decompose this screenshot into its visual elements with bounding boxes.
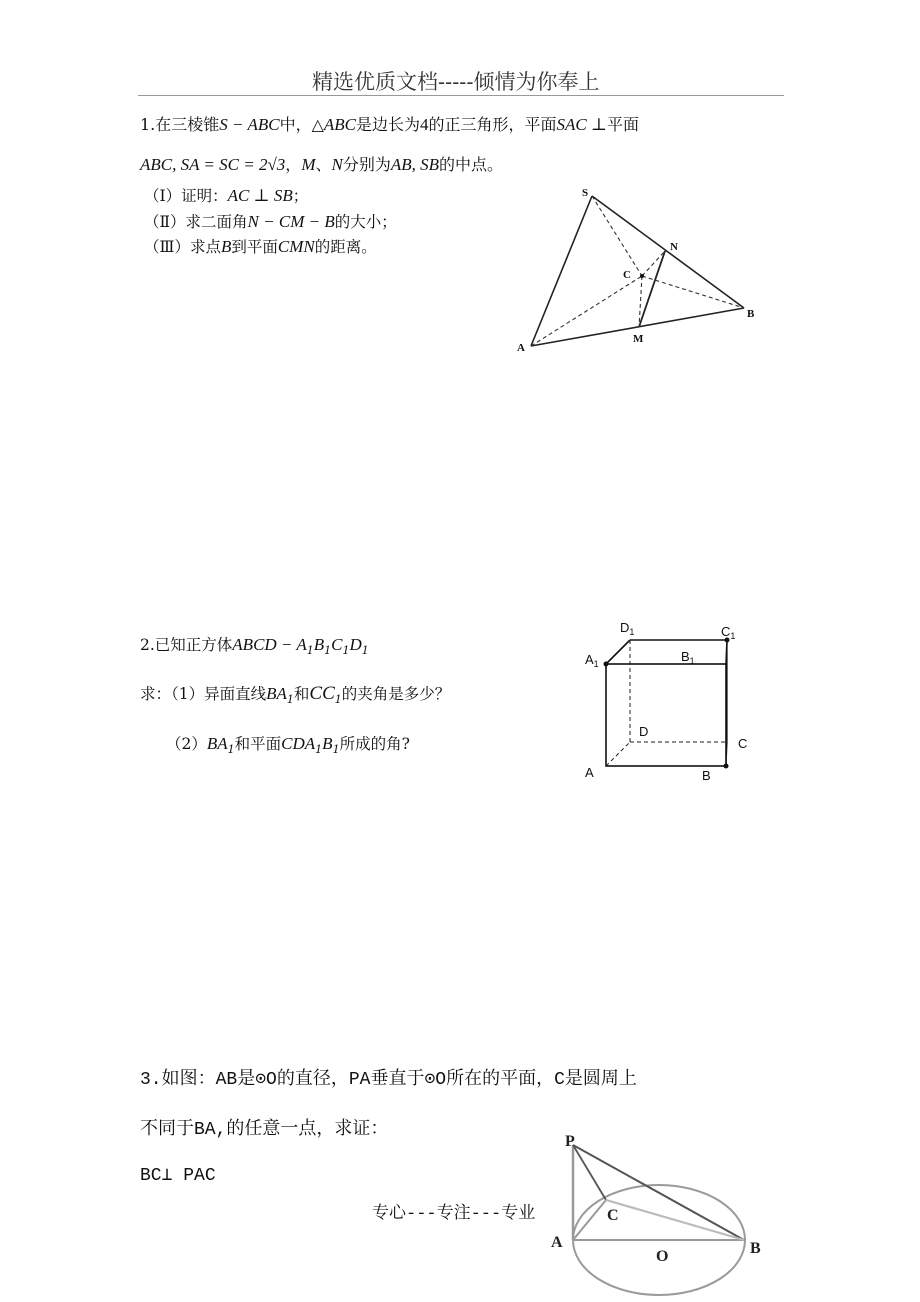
edge-AD [606,742,630,766]
problem2-q2 [166,732,410,756]
problem1-part3 [144,235,377,257]
label-A1: $A_1$ [585,652,599,669]
p2-sub: 1 [324,644,332,657]
label-D1: $D_1$ [620,620,635,637]
p1-math: 4 [420,115,429,134]
p1-text: 的大小； [334,213,397,231]
label-C: C [738,736,748,751]
vertex-B [724,764,729,769]
cube-figure [575,612,760,787]
edge-NM [639,251,665,327]
label-M: M [633,333,644,345]
p1-math: ABC [323,115,356,134]
p2-text: （2） [166,735,207,753]
p1-math: AB, SB [390,155,440,174]
p2-sub: 1 [342,644,350,657]
label-N: N [670,241,678,253]
p2-text: 的夹角是多少？ [341,685,451,703]
label-A: A [551,1234,563,1251]
p1-text: 的距离。 [314,238,377,256]
p2-text: 求：（1）异面直线 [140,685,267,703]
p1-text: ； [292,187,309,205]
problem3-line3: BC⊥ PAC [140,1166,216,1186]
label-P: P [565,1133,575,1150]
p1-part-label: （Ⅰ）证明： [144,187,228,205]
label-A: A [517,342,525,354]
label-O: O [656,1248,669,1265]
p2-math: B [313,635,325,654]
edge-CB [642,276,744,308]
p1-math: SAC ⊥ [556,115,607,134]
p1-text: 中，△ [279,115,324,134]
p2-sub: 1 [306,644,314,657]
problem1-part2 [144,210,397,232]
p1-text: ， [285,155,302,174]
segment-CB [606,1200,744,1240]
p2-sub: 1 [315,743,323,756]
problem2-line1 [140,633,369,657]
label-C: C [607,1207,619,1224]
problem1-line1 [140,112,639,135]
problem1-line2 [140,152,503,175]
p1-text: 1.在三棱锥 [140,115,220,134]
p1-text: 到平面 [231,238,278,256]
p2-math: CDA [281,734,316,753]
p1-math: AC ⊥ SB [227,186,293,205]
vertex-A1 [604,662,609,667]
footer-text: 专心---专注---专业 [372,1205,536,1224]
page-footer [372,1198,538,1226]
segment-PB [573,1145,744,1240]
p1-text: 分别为 [342,155,391,174]
circle-figure [540,1128,780,1302]
edge-SC [592,196,642,276]
p2-sub: 1 [361,644,369,657]
problem3-line1: 3.如图：AB是⊙O的直径，PA垂直于⊙O所在的平面，C是圆周上 [140,1070,637,1090]
label-C: C [623,269,631,281]
problem2-q1 [140,682,450,706]
p1-text: 平面 [606,115,639,134]
label-D: D [639,724,649,739]
problem1-part1 [144,184,308,206]
point-C [640,274,644,278]
p2-text: 2.已知正方体 [140,636,233,654]
p1-math: S − ABC [219,115,280,134]
label-S: S [582,187,589,199]
p1-math: ABC, SA = SC = 2√3 [140,155,286,174]
edge-SB [592,196,744,308]
p1-math: B [220,237,232,256]
label-B1: $B_1$ [681,649,695,666]
p2-sub: 1 [334,693,342,706]
p2-math: BA [266,684,287,703]
p2-math: C [331,635,343,654]
p1-text: 的正三角形，平面 [428,115,557,134]
p1-math: CMN [277,237,315,256]
p1-part-label: （Ⅱ）求二面角 [144,213,248,231]
p1-part-label: （Ⅲ）求点 [144,238,221,256]
p2-math: D [349,635,362,654]
label-C1: $C_1$ [721,624,736,641]
p2-math: ABCD − A [232,635,307,654]
p1-math: N [331,155,343,174]
p2-text: 和 [293,685,310,703]
p2-text: 所成的角? [339,735,410,753]
label-A: A [585,765,594,780]
p1-text: 、 [315,155,332,174]
p2-math: B [322,734,333,753]
p2-math: CC [309,683,335,704]
label-B: B [750,1240,761,1257]
cube-front-face [606,664,726,766]
p2-sub: 1 [332,743,340,756]
p2-sub: 1 [227,743,235,756]
p1-text: 的中点。 [439,155,504,174]
tetrahedron-figure [505,180,775,360]
p2-sub: 1 [286,693,294,706]
page-header: 精选优质文档-----倾情为你奉上 [312,70,600,94]
header-rule [138,95,784,96]
label-B: B [747,308,755,320]
problem3-line2: 不同于BA,的任意一点，求证： [140,1120,389,1140]
p2-text: 和平面 [234,735,282,753]
p2-math: BA [206,734,228,753]
edge-A1D1 [606,640,630,664]
p1-math: M [301,155,316,174]
edge-SA [531,196,592,346]
p1-math: N − CM − B [247,212,335,231]
p1-text: 是边长为 [355,115,420,134]
label-B: B [702,768,711,783]
